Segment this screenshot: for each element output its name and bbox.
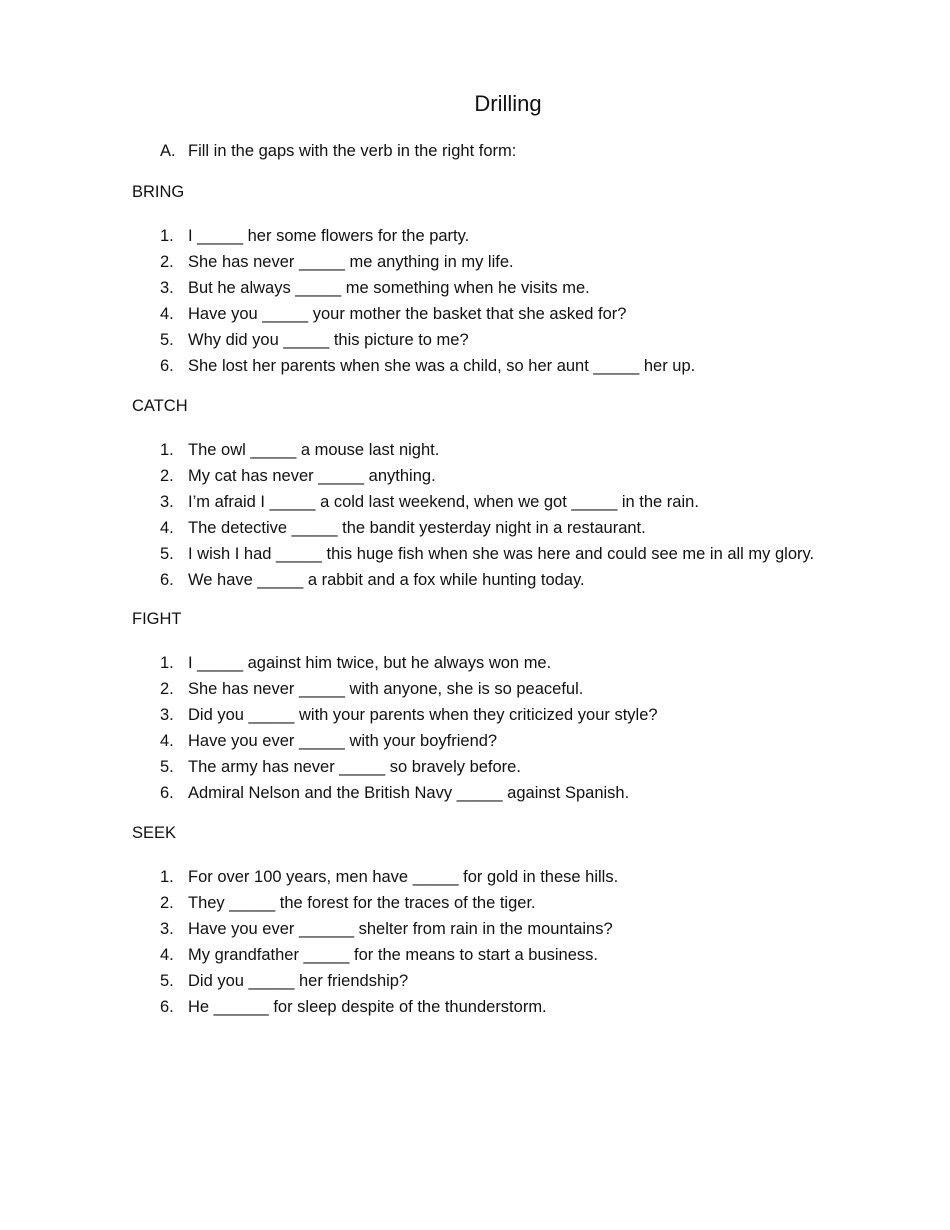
section-heading: CATCH <box>132 397 188 415</box>
item-number: 5. <box>160 972 174 990</box>
list-item <box>132 353 872 379</box>
section-heading: BRING <box>132 183 185 201</box>
list-item <box>132 541 872 567</box>
item-text: She has never _____ with anyone, she is so peaceful. <box>188 680 584 698</box>
list-item <box>132 676 872 702</box>
item-number: 2. <box>160 467 174 485</box>
item-text: He ______ for sleep despite of the thunderstorm. <box>188 998 547 1016</box>
item-text: She lost her parents when she was a child, so her aunt _____ her up. <box>188 357 696 375</box>
instruction <box>160 140 516 162</box>
item-number: 4. <box>160 519 174 537</box>
item-number: 6. <box>160 357 174 375</box>
list-item <box>132 489 872 515</box>
item-text: We have _____ a rabbit and a fox while hunting today. <box>188 571 585 589</box>
list-item <box>132 650 872 676</box>
item-text: The owl _____ a mouse last night. <box>188 441 440 459</box>
list-item <box>132 890 872 916</box>
item-text: I _____ against him twice, but he always won me. <box>188 654 552 672</box>
item-number: 4. <box>160 946 174 964</box>
item-number: 5. <box>160 758 174 776</box>
section-fight <box>132 608 872 806</box>
item-number: 5. <box>160 331 174 349</box>
item-text: I’m afraid I _____ a cold last weekend, when we got _____ in the rain. <box>188 493 699 511</box>
exercise-list <box>132 437 872 593</box>
list-item <box>132 864 872 890</box>
item-number: 1. <box>160 441 174 459</box>
item-text: But he always _____ me something when he visits me. <box>188 279 590 297</box>
item-number: 2. <box>160 894 174 912</box>
list-item <box>132 942 872 968</box>
exercise-list <box>132 864 872 1020</box>
item-text: I wish I had _____ this huge fish when she was here and could see me in all my glory. <box>188 545 815 563</box>
section-seek <box>132 822 872 1020</box>
item-number: 1. <box>160 227 174 245</box>
list-item <box>132 994 872 1020</box>
item-number: 4. <box>160 732 174 750</box>
item-text: She has never _____ me anything in my life. <box>188 253 514 271</box>
item-number: 1. <box>160 654 174 672</box>
section-heading: SEEK <box>132 824 177 842</box>
item-number: 3. <box>160 493 174 511</box>
list-item <box>132 275 872 301</box>
item-number: 6. <box>160 998 174 1016</box>
list-item <box>132 916 872 942</box>
list-item <box>132 968 872 994</box>
exercise-list <box>132 223 872 379</box>
instruction-marker: A. <box>160 142 176 160</box>
item-text: Did you _____ her friendship? <box>188 972 409 990</box>
item-text: Have you ever _____ with your boyfriend? <box>188 732 498 750</box>
list-item <box>132 728 872 754</box>
item-text: I _____ her some flowers for the party. <box>188 227 470 245</box>
item-number: 3. <box>160 279 174 297</box>
item-number: 5. <box>160 545 174 563</box>
section-bring <box>132 181 872 379</box>
section-catch <box>132 395 872 593</box>
item-text: Have you _____ your mother the basket that she asked for? <box>188 305 627 323</box>
item-number: 6. <box>160 571 174 589</box>
item-number: 3. <box>160 920 174 938</box>
list-item <box>132 463 872 489</box>
exercise-list <box>132 650 872 806</box>
item-text: Have you ever ______ shelter from rain in the mountains? <box>188 920 613 938</box>
list-item <box>132 249 872 275</box>
instruction-text: Fill in the gaps with the verb in the right form: <box>188 142 517 160</box>
item-number: 2. <box>160 680 174 698</box>
list-item <box>132 327 872 353</box>
item-text: My grandfather _____ for the means to start a business. <box>188 946 598 964</box>
item-number: 4. <box>160 305 174 323</box>
page-title: Drilling <box>474 91 542 116</box>
item-number: 3. <box>160 706 174 724</box>
item-text: They _____ the forest for the traces of the tiger. <box>188 894 536 912</box>
item-number: 6. <box>160 784 174 802</box>
item-number: 1. <box>160 868 174 886</box>
section-heading: FIGHT <box>132 610 182 628</box>
item-text: Admiral Nelson and the British Navy _____ against Spanish. <box>188 784 630 802</box>
item-number: 2. <box>160 253 174 271</box>
item-text: Why did you _____ this picture to me? <box>188 331 469 349</box>
item-text: My cat has never _____ anything. <box>188 467 436 485</box>
list-item <box>132 754 872 780</box>
list-item <box>132 780 872 806</box>
list-item <box>132 223 872 249</box>
list-item <box>132 515 872 541</box>
list-item <box>132 567 872 593</box>
list-item <box>132 702 872 728</box>
item-text: The army has never _____ so bravely before. <box>188 758 521 776</box>
item-text: The detective _____ the bandit yesterday night in a restaurant. <box>188 519 646 537</box>
list-item <box>132 437 872 463</box>
item-text: For over 100 years, men have _____ for gold in these hills. <box>188 868 619 886</box>
item-text: Did you _____ with your parents when they criticized your style? <box>188 706 658 724</box>
list-item <box>132 301 872 327</box>
